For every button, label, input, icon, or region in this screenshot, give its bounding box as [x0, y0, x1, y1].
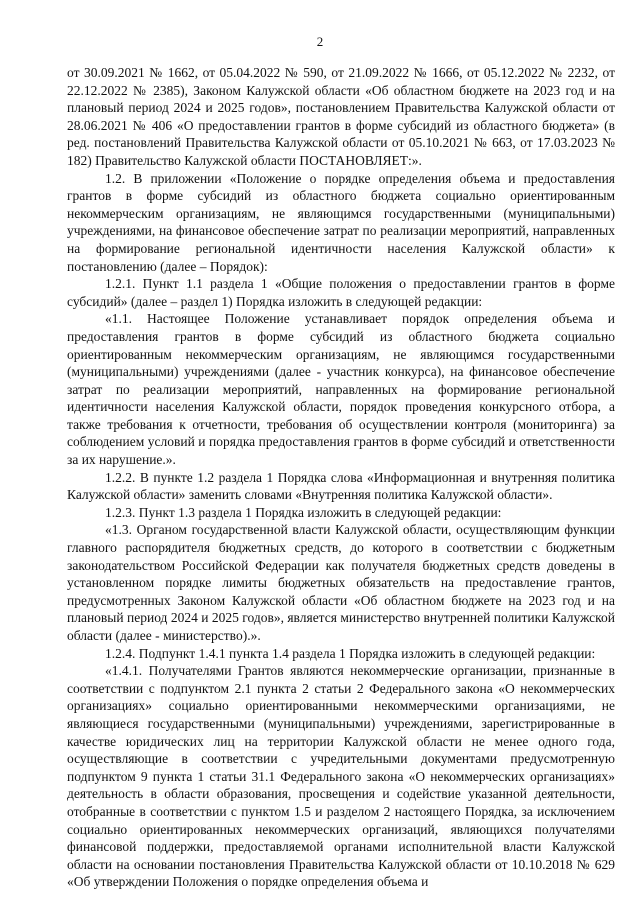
paragraph-1-2-1: 1.2.1. Пункт 1.1 раздела 1 «Общие положения о предоставлении грантов в форме субсидий» (далее – раздел 1) Порядка изложить в следующей редакции: — [67, 276, 615, 309]
paragraph-1-2: 1.2. В приложении «Положение о порядке определения объема и предоставления грантов в форме субсидий из областного бюджета социально ориентированным некоммерческим организациям, не являющимся государственными (муниципальными) учреждениями, на финансовое обеспечение затрат по реализации мероприятий, направленных на формирование региональной идентичности населения Калужской области» к постановлению (далее – Порядок): — [67, 170, 615, 274]
paragraph-quote-1-4-1: «1.4.1. Получателями Грантов являются некоммерческие организации, признанные в соответствии с подпунктом 2.1 пункта 2 статьи 2 Федерального закона «О некоммерческих организациях» социально ориентированными некоммерческими организациями, не являющиеся государственными (муниципальными) учреждениями, зарегистрированные в качестве юридических лиц на территории Калужской области не менее одного года, осуществляющие в соответствии с учредительными документами предусмотренную подпунктом 9 пункта 1 статьи 31.1 Федерального закона «О некоммерческих организациях» деятельность в области образования, просвещения и содействие указанной деятельности, отобранные в соответствии с пунктом 1.5 и разделом 2 настоящего Порядка, за исключением социально ориентированных некоммерческих организаций, являющихся получателями финансовой поддержки, предоставляемой органами исполнительной власти Калужской области на основании постановления Правительства Калужской области от 10.10.2018 № 629 «Об утверждении Положения о порядке определения объема и — [67, 663, 615, 890]
paragraph-1-2-2: 1.2.2. В пункте 1.2 раздела 1 Порядка слова «Информационная и внутренняя политика Калужской области» заменить словами «Внутренняя политика Калужской области». — [67, 469, 615, 503]
page-number: 2 — [316, 34, 324, 49]
paragraph-quote-1-1: «1.1. Настоящее Положение устанавливает порядок определения объема и предоставления грантов в форме субсидий из областного бюджета социально ориентированным некоммерческим организациям, не являющимся государственными (муниципальными) учреждениями (далее - участник конкурса), на финансовое обеспечение затрат по реализации мероприятий, направленных на формирование региональной идентичности населения Калужской области, порядок проведения конкурсного отбора, а также требования к отчетности, требования об осуществлении контроля (мониторинга) за соблюдением условий и порядка предоставления грантов в форме субсидий и ответственности за их нарушение.». — [67, 311, 615, 468]
paragraph-quote-1-3: «1.3. Органом государственной власти Калужской области, осуществляющим функции главного распорядителя бюджетных средств, до которого в соответствии с бюджетным законодательством Российской Федерации как получателя бюджетных средств доведены в установленном порядке лимиты бюджетных обязательств на предоставление грантов, предусмотренных Законом Калужской области «Об областном бюджете на 2023 год и на плановый период 2024 и 2025 годов», является министерство внутренней политики Калужской области (далее - министерство).». — [67, 522, 615, 643]
paragraph-1-2-4: 1.2.4. Подпункт 1.4.1 пункта 1.4 раздела 1 Порядка изложить в следующей редакции: — [105, 645, 596, 661]
document-body — [67, 64, 615, 891]
paragraph-1-2-3: 1.2.3. Пункт 1.3 раздела 1 Порядка изложить в следующей редакции: — [105, 504, 502, 520]
paragraph-continuation: от 30.09.2021 № 1662, от 05.04.2022 № 590, от 21.09.2022 № 1666, от 05.12.2022 № 2232, от 22.12.2022 № 2385), Законом Калужской области «Об областном бюджете на 2023 год и на плановый период 2024 и 2025 годов», постановлением Правительства Калужской области от 28.06.2021 № 406 «О предоставлении грантов в форме субсидий из областного бюджета» (в ред. постановлений Правительства Калужской области от 05.10.2021 № 663, от 17.03.2023 № 182) Правительство Калужской области ПОСТАНОВЛЯЕТ:». — [67, 65, 615, 168]
